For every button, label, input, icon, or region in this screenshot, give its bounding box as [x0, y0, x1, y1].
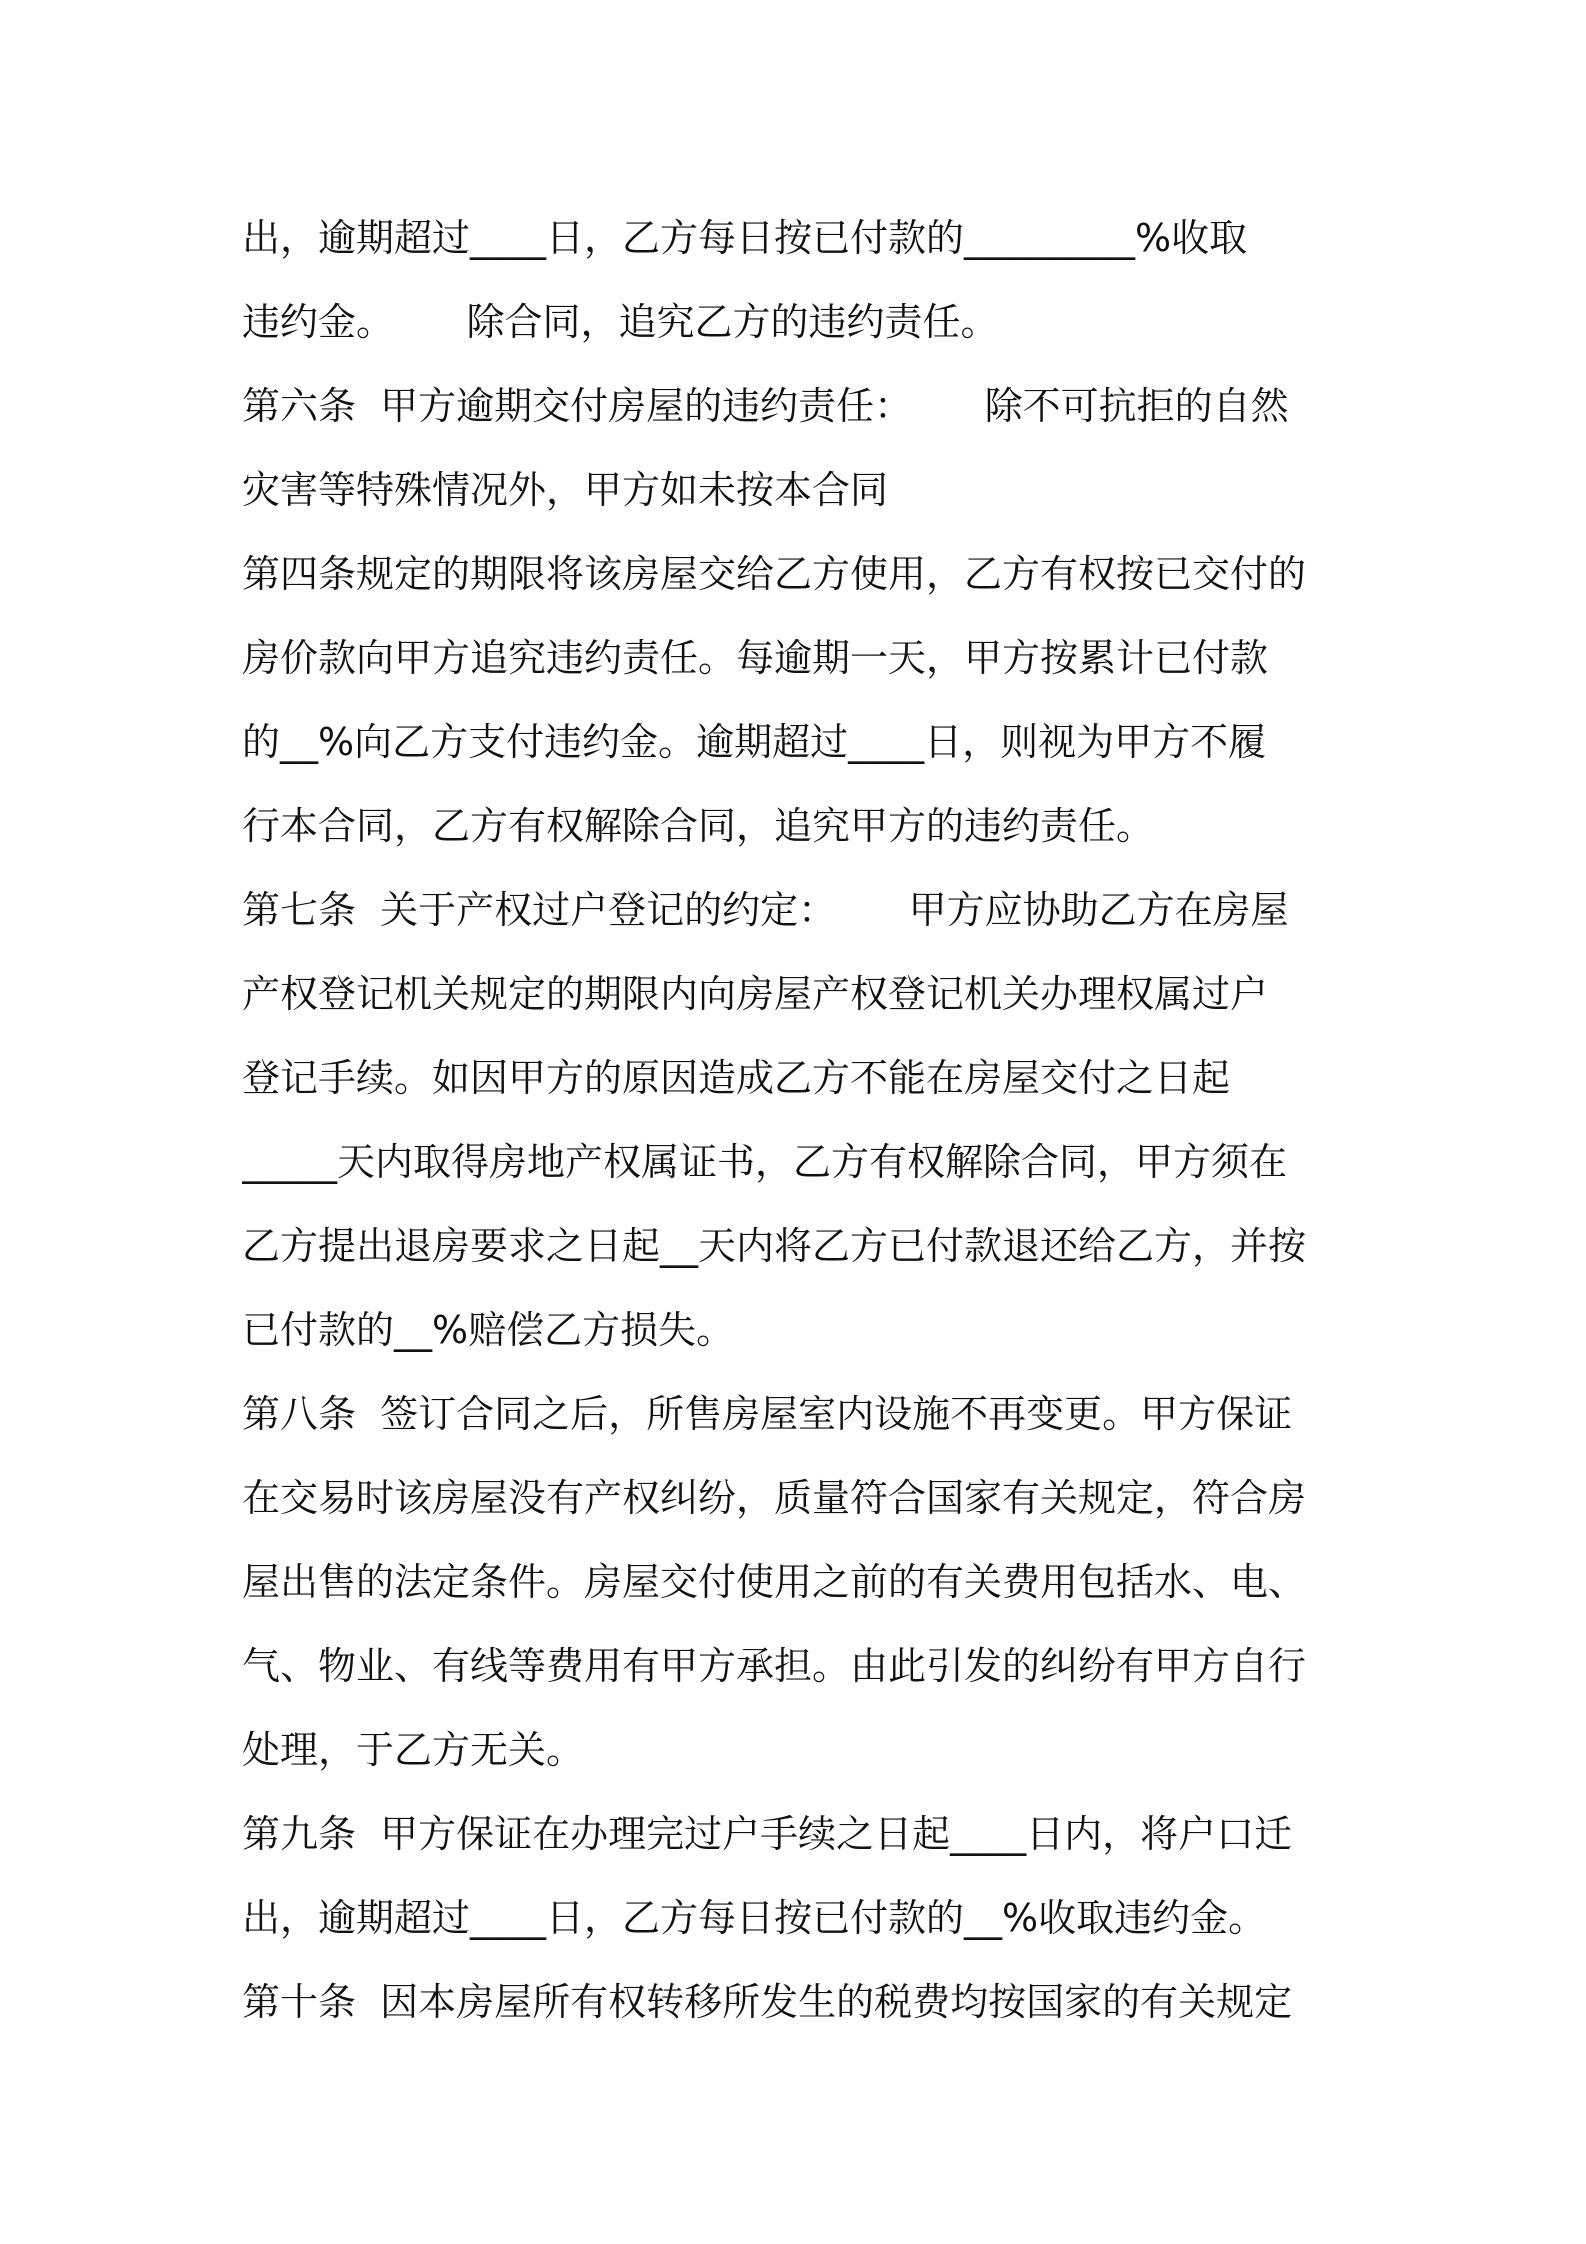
- article-9-heading: 第九条 甲方保证在办理完过户手续之日起____日内，将户口迁: [242, 1812, 1293, 1856]
- text-line: 已付款的__%赔偿乙方损失。: [242, 1308, 735, 1352]
- article-6-heading: 第六条 甲方逾期交付房屋的违约责任： 除不可抗拒的自然: [242, 384, 1289, 428]
- article-8-heading: 第八条 签订合同之后，所售房屋室内设施不再变更。甲方保证: [242, 1392, 1293, 1436]
- text-line: 在交易时该房屋没有产权纠纷，质量符合国家有关规定，符合房: [242, 1476, 1307, 1520]
- text-line: 乙方提出退房要求之日起__天内将乙方已付款退还给乙方，并按: [242, 1224, 1307, 1268]
- text-line: 行本合同，乙方有权解除合同，追究甲方的违约责任。: [242, 804, 1155, 848]
- text-line: 屋出售的法定条件。房屋交付使用之前的有关费用包括水、电、: [242, 1560, 1307, 1604]
- text-line: 灾害等特殊情况外，甲方如未按本合同: [242, 468, 889, 512]
- text-line: 第四条规定的期限将该房屋交给乙方使用，乙方有权按已交付的: [242, 552, 1307, 596]
- text-line: 的__%向乙方支付违约金。逾期超过____日，则视为甲方不履: [242, 720, 1267, 764]
- text-line: 出，逾期超过____日，乙方每日按已付款的_________%收取: [242, 216, 1248, 260]
- text-line: 登记手续。如因甲方的原因造成乙方不能在房屋交付之日起: [242, 1056, 1231, 1100]
- text-line: 违约金。 除合同，追究乙方的违约责任。: [242, 300, 999, 344]
- text-line: _____天内取得房地产权属证书，乙方有权解除合同，甲方须在: [242, 1140, 1288, 1184]
- text-line: 处理，于乙方无关。: [242, 1728, 585, 1772]
- text-line: 房价款向甲方追究违约责任。每逾期一天，甲方按累计已付款: [242, 636, 1269, 680]
- text-line: 出，逾期超过____日，乙方每日按已付款的__%收取违约金。: [242, 1896, 1267, 1940]
- contract-text: [242, 196, 1362, 2044]
- text-line: 产权登记机关规定的期限内向房屋产权登记机关办理权属过户: [242, 972, 1269, 1016]
- text-line: 气、物业、有线等费用有甲方承担。由此引发的纠纷有甲方自行: [242, 1644, 1307, 1688]
- article-7-heading: 第七条 关于产权过户登记的约定： 甲方应协助乙方在房屋: [242, 888, 1289, 932]
- article-10-heading: 第十条 因本房屋所有权转移所发生的税费均按国家的有关规定: [242, 1980, 1293, 2024]
